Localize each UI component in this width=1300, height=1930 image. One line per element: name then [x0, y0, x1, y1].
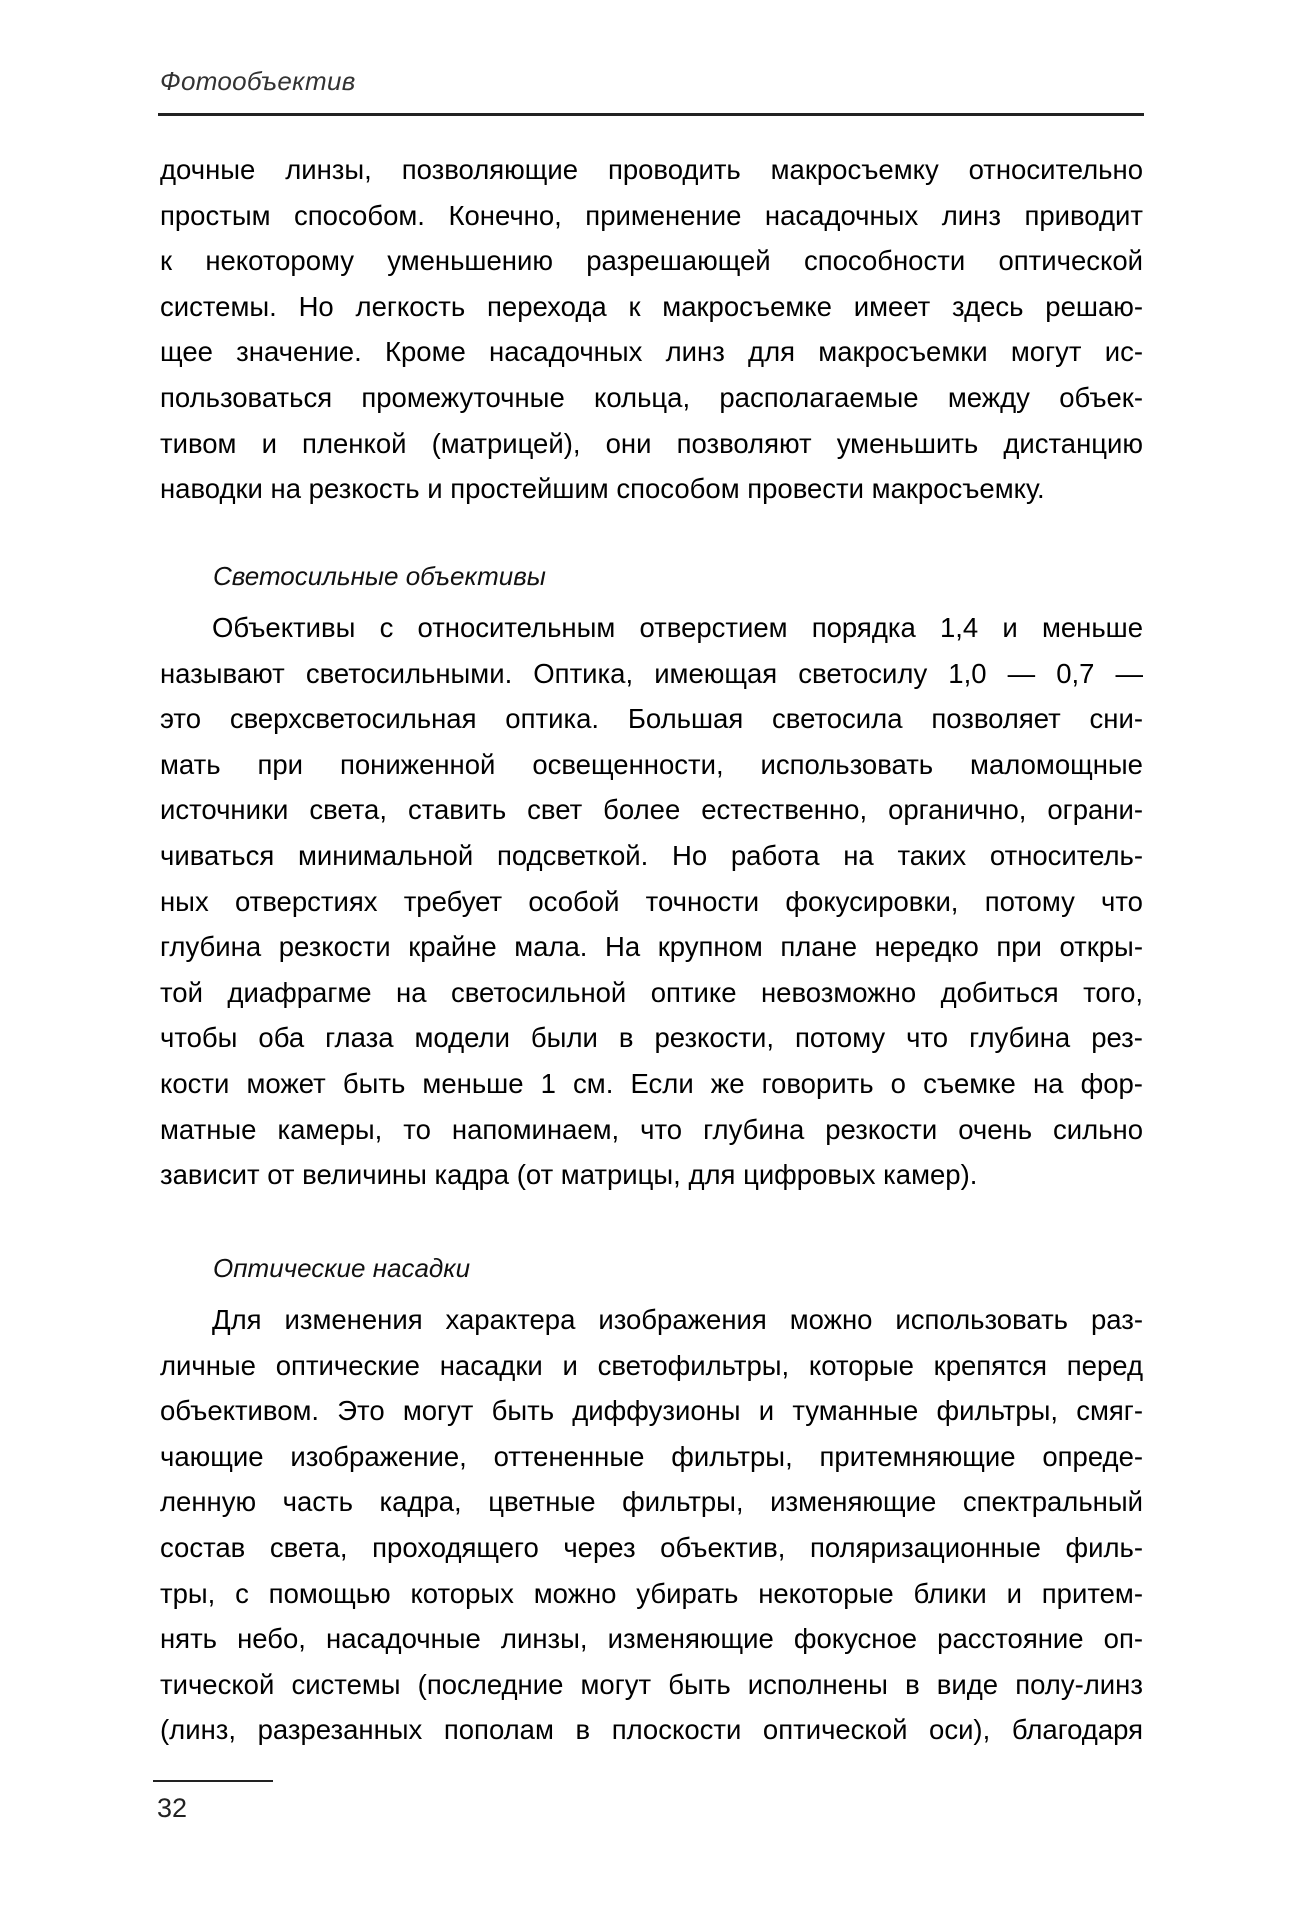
text-line: дочные линзы, позволяющие проводить макросъемку относительно: [160, 154, 1143, 185]
text-line: Объективы с относительным отверстием порядка 1,4 и меньше: [212, 612, 1144, 643]
header-rule: [158, 113, 1144, 116]
text-line: называют светосильными. Оптика, имеющая светосилу 1,0 — 0,7 —: [160, 657, 1144, 689]
text-line: тической системы (последние могут быть исполнены в виде полу-линз: [160, 1668, 1143, 1700]
paragraph-macro-continued: [160, 147, 1143, 512]
text-line: чающие изображение, оттененные фильтры, притемняющие опреде-: [160, 1440, 1144, 1472]
text-line: это сверхсветосильная оптика. Большая светосила позволяет сни-: [160, 703, 1144, 735]
paragraph-optical-attachments: [160, 1297, 1143, 1753]
text-line: глубина резкости крайне мала. На крупном плане нередко при откры-: [160, 931, 1143, 963]
text-line: мать при пониженной освещенности, использовать маломощные: [160, 748, 1143, 780]
section-heading-fast-lenses: Светосильные объективы: [213, 561, 546, 591]
page-number: 32: [157, 1793, 188, 1823]
text-line: кости может быть меньше 1 см. Если же говорить о съемке на фор-: [160, 1067, 1143, 1099]
text-line: (линз, разрезанных пополам в плоскости оптической оси), благодаря: [160, 1714, 1144, 1746]
text-line: к некоторому уменьшению разрешающей способности оптической: [160, 245, 1143, 277]
text-line: щее значение. Кроме насадочных линз для макросъемки могут ис-: [160, 336, 1143, 368]
text-line: личные оптические насадки и светофильтры, которые крепятся перед: [160, 1349, 1143, 1381]
paragraph-fast-lenses: [160, 605, 1143, 1198]
text-line: зависит от величины кадра (от матрицы, для цифровых камер).: [160, 1159, 978, 1191]
text-line: пользоваться промежуточные кольца, располагаемые между объек-: [160, 381, 1143, 413]
running-head: Фотообъектив: [160, 66, 356, 96]
text-line: системы. Но легкость перехода к макросъемке имеет здесь решаю-: [160, 290, 1144, 322]
text-line: источники света, ставить свет более естественно, органично, ограни-: [160, 794, 1143, 826]
text-line: наводки на резкость и простейшим способом провести макросъемку.: [160, 473, 1045, 505]
text-line: ленную часть кадра, цветные фильтры, изменяющие спектральный: [160, 1486, 1143, 1518]
text-line: состав света, проходящего через объектив, поляризационные филь-: [160, 1531, 1143, 1563]
text-line: ных отверстиях требует особой точности фокусировки, потому что: [160, 885, 1143, 917]
text-line: чтобы оба глаза модели были в резкости, потому что глубина рез-: [160, 1022, 1143, 1054]
text-line: тивом и пленкой (матрицей), они позволяют уменьшить дистанцию: [160, 427, 1144, 459]
footer-rule: [153, 1780, 273, 1782]
text-line: простым способом. Конечно, применение насадочных линз приводит: [160, 199, 1143, 231]
text-line: нять небо, насадочные линзы, изменяющие фокусное расстояние оп-: [160, 1623, 1143, 1655]
text-line: той диафрагме на светосильной оптике невозможно добиться того,: [160, 976, 1144, 1008]
section-heading-optical-attachments: Оптические насадки: [213, 1253, 471, 1283]
text-line: матные камеры, то напоминаем, что глубина резкости очень сильно: [160, 1113, 1144, 1145]
text-line: тры, с помощью которых можно убирать некоторые блики и притем-: [160, 1577, 1143, 1609]
text-line: чиваться минимальной подсветкой. Но работа на таких относитель-: [160, 839, 1143, 871]
text-line: объективом. Это могут быть диффузионы и туманные фильтры, смяг-: [160, 1395, 1143, 1427]
text-line: Для изменения характера изображения можно использовать раз-: [212, 1304, 1143, 1335]
